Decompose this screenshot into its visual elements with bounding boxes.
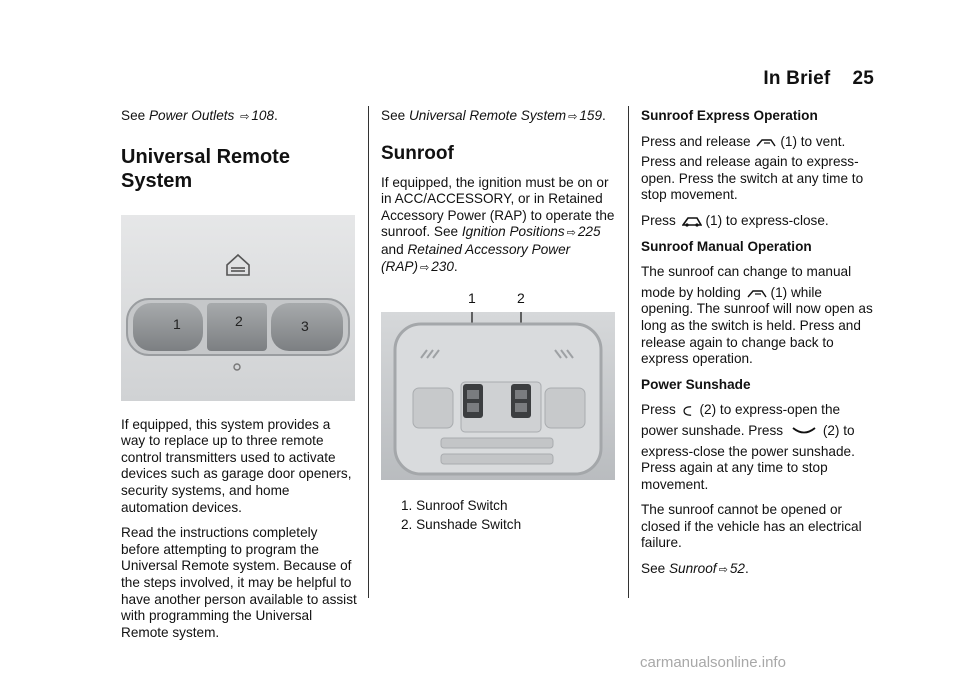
section-heading: Universal Remote System <box>121 145 290 192</box>
sunshade-close-icon <box>789 425 819 437</box>
remote-label-1: 1 <box>173 315 181 332</box>
sunroof-close-icon <box>682 215 702 227</box>
see-reference: See Universal Remote System ⇨ 159. <box>381 108 606 123</box>
paragraph: Press and release again to express-open. Press the switch at any time to stop movement. <box>641 154 864 203</box>
paragraph: The sunroof cannot be opened or closed if the vehicle has an electrical failure. <box>641 502 862 551</box>
callout-2: 2 <box>517 290 525 307</box>
sunshade-open-icon <box>682 404 696 418</box>
ref-page[interactable]: 52 <box>729 561 745 577</box>
ref-page[interactable]: 159 <box>579 108 603 123</box>
paragraph: Read the instructions completely before attempting to program the Universal Remote system. Because of the steps involved, it may be helpful to have another person available to assist with programming the Universal Remote system. <box>121 525 357 640</box>
column-3 <box>641 108 881 588</box>
paragraph: Press and release (1) to vent. <box>641 133 846 149</box>
column-2 <box>381 108 619 535</box>
ref-page[interactable]: 230 <box>431 258 454 274</box>
paragraph: mode by holding (1) while <box>641 284 822 300</box>
section-heading: Sunroof <box>381 142 454 164</box>
sunroof-vent-icon <box>747 287 767 299</box>
ref-page[interactable]: 225 <box>577 224 601 240</box>
callout-labels <box>381 290 615 312</box>
list-item: 1. Sunroof Switch <box>401 498 508 514</box>
watermark: carmanualsonline.info <box>640 654 786 671</box>
ref-link[interactable]: Power Outlets <box>148 108 235 123</box>
section-title: In Brief <box>763 68 831 89</box>
list-item: 2. Sunshade Switch <box>401 516 522 532</box>
column-1 <box>121 108 357 650</box>
column-divider <box>628 106 629 598</box>
ref-link[interactable]: Sunroof <box>668 561 717 577</box>
page-header <box>763 68 874 90</box>
paragraph: opening. The sunroof will now open as long as the switch is held. Press and release again to change back to express operation. <box>641 301 873 367</box>
ref-arrow-icon: ⇨ <box>566 227 576 240</box>
see-reference: See Sunroof ⇨ 52. <box>641 561 749 577</box>
callout-list <box>381 498 619 533</box>
ref-arrow-icon: ⇨ <box>420 261 430 274</box>
ref-link[interactable]: Universal Remote System <box>408 108 567 123</box>
ref-page[interactable]: 108 <box>251 108 275 123</box>
subheading: Sunroof Manual Operation <box>641 238 812 254</box>
sunroof-switch <box>463 384 483 418</box>
paragraph: If equipped, the ignition must be on or in ACC/ACCESSORY, or in Retained Accessory Power (RAP) to operate the sunroof. See Ignition Positions ⇨ 225 and Retained Accessory Power (RAP) ⇨ 230. <box>381 174 615 274</box>
subheading: Power Sunshade <box>641 376 751 392</box>
ref-link[interactable]: Retained Accessory Power (RAP) <box>381 241 571 274</box>
paragraph: Press (2) to express-open the <box>641 402 841 418</box>
callout-1: 1 <box>468 290 476 307</box>
garage-home-icon <box>227 255 249 275</box>
universal-remote-photo <box>121 215 355 401</box>
remote-button-1 <box>133 303 203 351</box>
ref-arrow-icon: ⇨ <box>718 564 728 577</box>
column-divider <box>368 106 369 598</box>
sunroof-vent-icon <box>756 136 776 148</box>
overhead-console-photo <box>381 312 615 480</box>
paragraph: power sunshade. Press (2) to <box>641 422 855 438</box>
subheading: Sunroof Express Operation <box>641 108 818 123</box>
page-number: 25 <box>852 68 874 89</box>
see-reference: See Power Outlets ⇨ 108. <box>121 108 278 123</box>
paragraph: The sunroof can change to manual <box>641 264 852 280</box>
paragraph: If equipped, this system provides a way to replace up to three remote control transmitters used to activate devices such as garage door openers, security systems, and home automation devices. <box>121 416 352 515</box>
remote-label-3: 3 <box>301 317 309 334</box>
paragraph: express-close the power sunshade. Press again at any time to stop movement. <box>641 443 855 492</box>
remote-label-2: 2 <box>235 312 243 329</box>
ref-arrow-icon: ⇨ <box>240 111 250 123</box>
sunshade-switch <box>511 384 531 418</box>
indicator-light <box>234 364 240 370</box>
ref-link[interactable]: Ignition Positions <box>461 224 565 240</box>
ref-arrow-icon: ⇨ <box>568 111 578 123</box>
paragraph: Press (1) to express-close. <box>641 212 829 228</box>
